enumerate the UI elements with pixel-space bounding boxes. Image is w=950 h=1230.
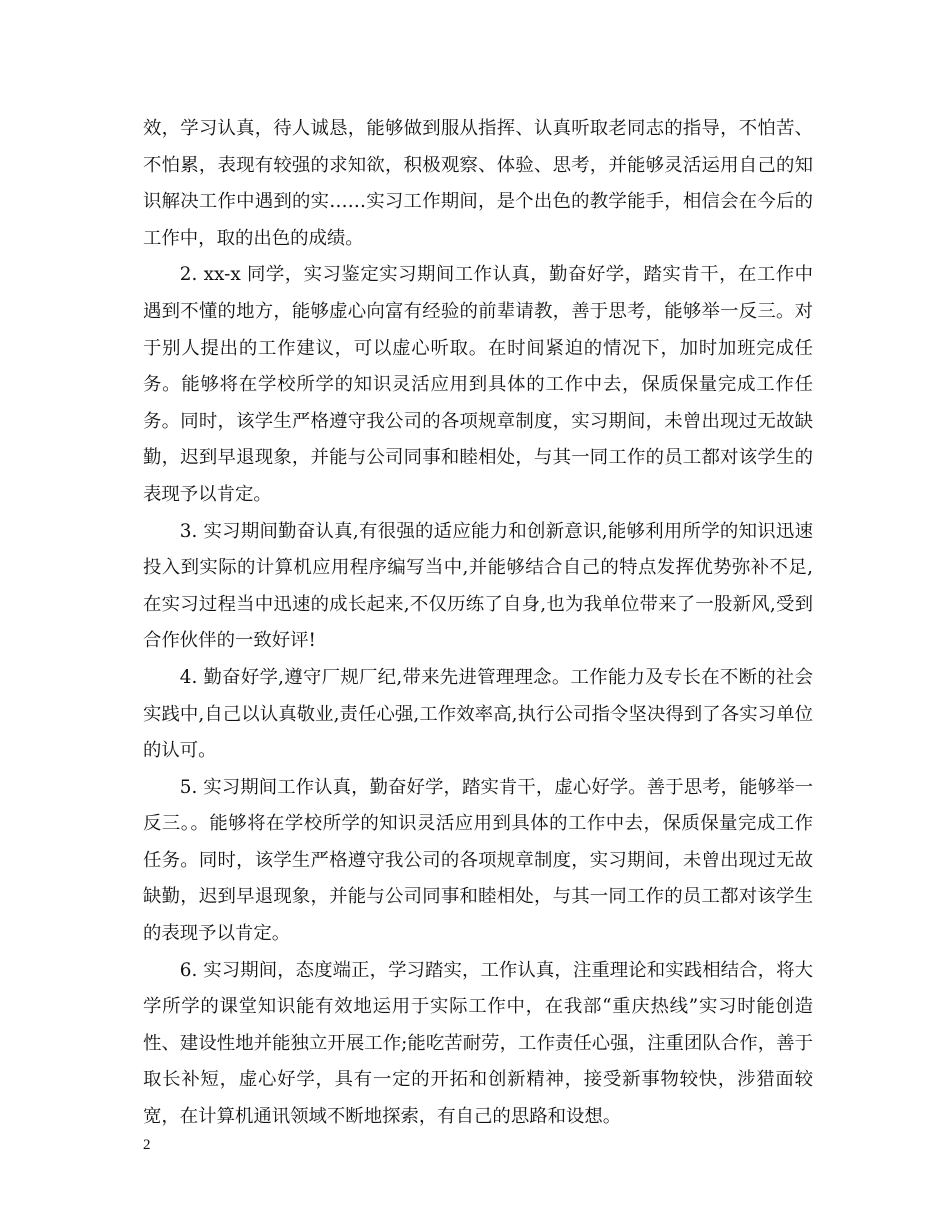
paragraph-item-5: 5. 实习期间工作认真，勤奋好学，踏实肯干，虚心好学。善于思考，能够举一反三。。能够将在学校所学的知识灵活应用到具体的工作中去，保质保量完成工作任务。同时，该学生严格遵守我公司的各项规章制度，实习期间，未曾出现过无故缺勤，迟到早退现象，并能与公司同事和睦相处，与其一同工作的员工都对该学生的表现予以肯定。 <box>143 776 813 945</box>
document-body <box>143 111 813 1136</box>
paragraph-item-4: 4. 勤奋好学,遵守厂规厂纪,带来先进管理理念。工作能力及专长在不断的社会实践中,自己以认真敬业,责任心强,工作效率高,执行公司指令坚决得到了各实习单位的认可。 <box>143 666 813 762</box>
paragraph-continuation: 效，学习认真，待人诚恳，能够做到服从指挥、认真听取老同志的指导，不怕苦、不怕累，表现有较强的求知欲，积极观察、体验、思考，并能够灵活运用自己的知识解决工作中遇到的实……实习工作期间，是个出色的教学能手，相信会在今后的工作中，取的出色的成绩。 <box>143 118 813 249</box>
paragraph-item-2: 2. xx-x 同学，实习鉴定实习期间工作认真，勤奋好学，踏实肯干，在工作中遇到不懂的地方，能够虚心向富有经验的前辈请教，善于思考，能够举一反三。对于别人提出的工作建议，可以虚心听取。在时间紧迫的情况下，加时加班完成任务。能够将在学校所学的知识灵活应用到具体的工作中去，保质保量完成工作任务。同时，该学生严格遵守我公司的各项规章制度，实习期间，未曾出现过无故缺勤，迟到早退现象，并能与公司同事和睦相处，与其一同工作的员工都对该学生的表现予以肯定。 <box>143 264 813 505</box>
paragraph-item-6: 6. 实习期间，态度端正，学习踏实，工作认真，注重理论和实践相结合，将大学所学的课堂知识能有效地运用于实际工作中，在我部“重庆热线”实习时能创造性、建设性地并能独立开展工作;能吃苦耐劳，工作责任心强，注重团队合作，善于取长补短，虚心好学，具有一定的开拓和创新精神，接受新事物较快，涉猎面较宽，在计算机通讯领域不断地探索，有自己的思路和设想。 <box>143 959 813 1128</box>
page-number: 2 <box>143 1137 151 1153</box>
paragraph-item-3: 3. 实习期间勤奋认真,有很强的适应能力和创新意识,能够利用所学的知识迅速投入到实际的计算机应用程序编写当中,并能够结合自己的特点发挥优势弥补不足,在实习过程当中迅速的成长起来,不仅历练了自身,也为我单位带来了一股新风,受到合作伙伴的一致好评! <box>143 520 813 652</box>
